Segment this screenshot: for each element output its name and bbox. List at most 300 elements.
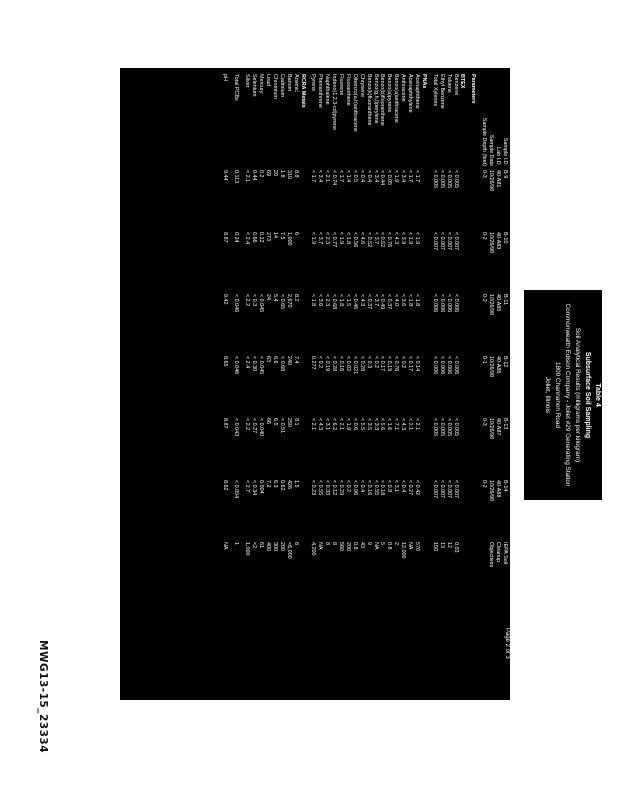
result-value: < 0.4 (358, 170, 365, 183)
section-heading: RCRA Metals (299, 74, 306, 108)
header-cell: 0-2 (481, 232, 488, 240)
result-value: 1.5 (292, 480, 299, 488)
table-row (344, 72, 351, 588)
table-row (271, 72, 278, 588)
result-value: < 0.005 (452, 170, 459, 189)
result-value: < 1.6 (386, 418, 393, 431)
row-spacer (306, 72, 310, 588)
row-spacer-cell (465, 72, 469, 588)
header-cell: 0-2 (481, 294, 488, 302)
result-value: < 0.006 (452, 294, 459, 313)
section-heading-row (299, 72, 306, 588)
result-value: < 0.021 (351, 356, 358, 375)
cleanup-objective: 8 (292, 542, 299, 545)
cleanup-objective: NA (317, 542, 324, 550)
result-value: < 2.1 (414, 418, 421, 431)
result-value: < 3.6 (400, 294, 407, 307)
result-value: 9.44 (222, 170, 229, 181)
parameter-name: Toluene (445, 74, 452, 93)
result-value: < 0.8 (386, 480, 393, 493)
header-cell: 0-3 (481, 170, 488, 178)
section-heading: Parameters (470, 74, 477, 104)
cleanup-objective: 570 (414, 542, 421, 551)
result-value: < 0.68 (331, 294, 338, 310)
cleanup-objective: 150 (431, 542, 438, 551)
cleanup-objective: 1,000 (244, 542, 251, 556)
result-value: < 0.3 (251, 294, 258, 307)
result-value: < 4.3 (393, 232, 400, 245)
result-value: < 0.4 (365, 170, 372, 183)
result-value: < 1.9 (407, 232, 414, 245)
result-value: < 0.005 (445, 418, 452, 437)
result-value: < 0.040 (258, 418, 265, 437)
table-row (310, 72, 317, 588)
result-value: < 1.9 (344, 418, 351, 431)
header-cell: B-14 (502, 480, 508, 492)
result-value: < 0.5 (351, 170, 358, 183)
cleanup-objective: 0.03 (452, 542, 459, 553)
result-value: < 1.9 (414, 232, 421, 245)
result-value: 0.2 (258, 170, 265, 178)
parameter-name: Lead (265, 74, 271, 86)
result-value: < 0.4 (358, 480, 365, 493)
result-value: < 0.007 (452, 480, 459, 499)
result-value: < 2.2 (244, 418, 251, 431)
result-value: < 0.37 (386, 294, 393, 310)
result-value: < 1.7 (407, 170, 414, 183)
result-value: < 0.006 (452, 356, 459, 375)
result-value: < 0.76 (386, 232, 393, 248)
header-cell: B-9 (502, 170, 508, 179)
header-cell: 40-A85 (495, 294, 502, 312)
result-value: < 3.7 (372, 294, 379, 307)
parameter-name: Total Xylenes (431, 74, 438, 107)
document-stamp (36, 640, 50, 754)
header-cell-objective: Cleanup (495, 542, 502, 563)
header-row (494, 72, 501, 588)
cleanup-objective: 2 (393, 542, 400, 545)
result-value: 8.87 (222, 418, 229, 429)
table-row (316, 72, 323, 588)
parameter-name: Mercury (258, 74, 265, 94)
header-label: Sample Date (488, 134, 495, 166)
result-value: < 0.006 (431, 294, 438, 313)
result-value: < 0.005 (445, 170, 452, 189)
result-value: < 1.8 (414, 294, 421, 307)
result-value: < 2.1 (324, 170, 331, 183)
header-cell: 40-A87 (495, 418, 502, 436)
result-value: 7.4 (292, 356, 299, 364)
result-value: < 0.045 (258, 294, 265, 313)
result-value: < 3.5 (365, 418, 372, 431)
result-value: 20 (271, 170, 278, 176)
result-value: < 0.30 (251, 356, 258, 372)
table-row (452, 72, 459, 588)
parameter-name: Dibenzo(a,h)anthracene (351, 74, 358, 132)
result-value: < 0.52 (365, 232, 372, 248)
cleanup-objective: 1 (233, 542, 240, 545)
cleanup-objective: <2 (251, 542, 258, 549)
result-value: < 0.046 (233, 356, 240, 375)
result-value: < 0.007 (452, 232, 459, 251)
result-value: < 0.42 (414, 480, 421, 496)
result-value: 0.12 (258, 232, 265, 243)
result-value: < 0.55 (317, 480, 324, 496)
cleanup-objective: 200 (344, 542, 351, 551)
table-row (438, 72, 445, 588)
table-row (257, 72, 264, 588)
result-value: < 0.14 (414, 356, 421, 372)
result-value: < 0.77 (331, 232, 338, 248)
cleanup-objective: 12,000 (400, 542, 407, 559)
table-row (232, 72, 239, 588)
result-value: < 0.18 (379, 480, 386, 496)
result-value: 0.66 (251, 232, 258, 243)
result-value: < 0.33 (324, 480, 331, 496)
cleanup-objective: 0.8 (386, 542, 393, 550)
parameter-name: Naphthalene (324, 74, 331, 105)
result-value: < 0.17 (407, 356, 414, 372)
result-value: < 3.4 (317, 170, 324, 183)
result-value: < 0.005 (431, 170, 438, 189)
result-value: 2,670 (285, 294, 292, 308)
results-table-sheet (120, 68, 510, 700)
result-value: < 0.6 (351, 418, 358, 431)
result-value: < 0.44 (379, 170, 386, 186)
parameter-name: Benzo(a)anthracene (393, 74, 400, 123)
result-value: < 4.3 (358, 294, 365, 307)
result-value: 69 (265, 170, 271, 176)
table-row (399, 72, 406, 588)
result-value: 8.2 (292, 294, 299, 302)
parameter-name: Benzo(g,h,i)perylene (372, 74, 379, 124)
result-value: < 0.043 (233, 418, 240, 437)
header-label: Sample Depth (feet) (481, 117, 488, 166)
result-value: < 6.2 (331, 418, 338, 431)
document-stamp-text: MWG13-15_23334 (37, 640, 49, 754)
result-value: 0.44 (251, 170, 258, 181)
result-value: < 0.29 (338, 480, 345, 496)
result-value: < 0.76 (393, 356, 400, 372)
result-value: < 0.74 (331, 170, 338, 186)
parameter-name: Chrysene (358, 74, 365, 98)
result-value: < 1.9 (310, 232, 317, 245)
table-row (392, 72, 399, 588)
result-value: < 0.007 (445, 232, 452, 251)
result-value: 8.87 (222, 232, 229, 243)
result-value: < 0.045 (258, 356, 265, 375)
cleanup-objective: 560 (338, 542, 345, 551)
row-spacer (465, 72, 469, 588)
result-value: < 0.68 (278, 356, 285, 372)
result-value: 1,000 (285, 232, 292, 246)
result-value: < 0.19 (386, 356, 393, 372)
result-value: 7.5 (278, 232, 285, 240)
result-value: < 2.3 (324, 294, 331, 307)
row-spacer (239, 72, 243, 588)
cleanup-objective: 43 (358, 542, 365, 548)
result-value: < 3.3 (372, 418, 379, 431)
header-cell: 10/26/98 (488, 294, 495, 315)
row-spacer-cell (306, 72, 310, 588)
table-row (406, 72, 413, 588)
result-value: < 0.006 (438, 294, 445, 313)
result-value: < 0.16 (365, 480, 372, 496)
result-value: < 0.28 (331, 356, 338, 372)
result-value: 8.65 (222, 356, 229, 367)
result-value: 6 (292, 232, 299, 235)
cleanup-objective: NA (222, 542, 229, 550)
table-row (264, 72, 271, 588)
table-row (365, 72, 372, 588)
title-line: 1800 Channahon Road (554, 361, 561, 429)
result-value: < 0.007 (431, 480, 438, 499)
result-value: < 0.2 (344, 480, 351, 493)
section-heading-row (469, 72, 476, 588)
row-spacer (228, 72, 232, 588)
result-value: 6.3 (271, 480, 278, 488)
header-label: Sample I.D. (502, 137, 508, 166)
header-cell: 0-3 (481, 418, 488, 426)
header-cell: 0-1 (481, 356, 488, 364)
result-value: < 1.7 (338, 170, 345, 183)
result-value: 0.24 (233, 232, 240, 243)
cleanup-objective: 61 (258, 542, 265, 548)
table-row (250, 72, 257, 588)
result-value: < 5.5 (358, 418, 365, 431)
header-cell: B-12 (502, 356, 508, 368)
result-value: < 0.12 (331, 480, 338, 496)
table-row (278, 72, 285, 588)
table-row (292, 72, 299, 588)
result-value: < 0.46 (351, 294, 358, 310)
header-cell: B-10 (502, 232, 508, 244)
cleanup-objective: NA (372, 542, 379, 550)
result-value: < 3.7 (317, 232, 324, 245)
result-value: < 0.007 (431, 232, 438, 251)
cleanup-objective: 0.8 (351, 542, 358, 550)
result-value: < 0.34 (251, 480, 258, 496)
table-row (431, 72, 438, 588)
table-title-block (524, 290, 602, 500)
result-value: < 0.27 (251, 418, 258, 434)
result-value: < 0.56 (351, 232, 358, 248)
result-value: < 1.8 (338, 294, 345, 307)
result-value: < 0.4 (400, 480, 407, 493)
header-cell-objective: IEPA Soil (502, 542, 508, 565)
result-value: 8.62 (222, 480, 229, 491)
cleanup-objective: NA (407, 542, 414, 550)
result-value: 66 (265, 418, 271, 424)
header-cell: 10/26/98 (488, 170, 495, 191)
result-value: < 2.1 (310, 418, 317, 431)
header-cell: 40-A83 (495, 232, 502, 250)
result-value: 0.113 (233, 170, 240, 184)
table-row (351, 72, 358, 588)
table-row (330, 72, 337, 588)
result-value: < 3.9 (400, 232, 407, 245)
result-value: 6.6 (271, 356, 278, 364)
result-value: 240 (285, 356, 292, 365)
table-row (372, 72, 379, 588)
result-value: < 0.49 (379, 294, 386, 310)
row-spacer-cell (228, 72, 232, 588)
result-value: < 0.27 (407, 480, 414, 496)
result-value: < 0.05 (386, 170, 393, 186)
result-value: < 2.1 (338, 418, 345, 431)
result-value: < 0.046 (233, 294, 240, 313)
result-value: < 0.006 (445, 294, 452, 313)
result-value: 0.277 (310, 356, 317, 370)
table-title-rotated (524, 290, 602, 500)
result-value: < 5.6 (379, 418, 386, 431)
parameter-name: Benzene (452, 74, 459, 96)
result-value: < 0.006 (431, 356, 438, 375)
result-value: < 0.005 (438, 170, 445, 189)
result-value: 1.8 (278, 170, 285, 178)
parameter-name: Barium (285, 74, 292, 92)
title-line: Table 4 (594, 383, 601, 407)
table-row (386, 72, 393, 588)
header-cell: B-13 (502, 418, 508, 430)
table-row (358, 72, 365, 588)
result-value: 0.62 (278, 480, 285, 491)
result-value: < 4.6 (358, 232, 365, 245)
result-value: < 0.52 (379, 232, 386, 248)
result-value: < 2.1 (407, 418, 414, 431)
result-value: < 0.3 (365, 356, 372, 369)
title-line: Joliet, Illinois (544, 376, 551, 414)
cleanup-objective: 200 (278, 542, 285, 551)
result-value: 5.4 (271, 294, 278, 302)
parameter-name: Benzo(b)fluoranthene (379, 74, 386, 126)
result-value: < 0.2 (400, 356, 407, 369)
result-value: < 0.007 (438, 480, 445, 499)
section-heading-row (459, 72, 466, 588)
result-value: < 2.1 (244, 170, 251, 183)
results-table (222, 72, 508, 588)
result-value: < 0.55 (372, 480, 379, 496)
result-value: < 0.51 (278, 418, 285, 434)
result-value: 310 (285, 170, 292, 179)
header-cell: 40-A88 (495, 480, 502, 498)
row-spacer-cell (427, 72, 431, 588)
result-value: < 0.006 (438, 356, 445, 375)
result-value: < 3.1 (324, 418, 331, 431)
result-value: < 1.9 (393, 170, 400, 183)
result-value: < 1.8 (407, 294, 414, 307)
result-value: 9.42 (222, 294, 229, 305)
title-line: Commonwealth Edison Company - Joliet #29 Generating Station (564, 303, 571, 487)
result-value: < 1.8 (344, 232, 351, 245)
parameter-name: Phenanthrene (317, 74, 324, 108)
header-cell-objective: Objectives (488, 542, 495, 568)
result-value: 8.8 (292, 170, 299, 178)
cleanup-objective: 8 (324, 542, 331, 545)
header-cell-objective (480, 540, 487, 588)
table-row (243, 72, 250, 588)
cleanup-objective: <6,000 (285, 542, 292, 559)
parameter-name: Pyrene (310, 74, 317, 92)
table-row (413, 72, 420, 588)
result-value: 250 (285, 418, 292, 427)
result-value: < 0.28 (358, 356, 365, 372)
result-value: < 0.007 (445, 480, 452, 499)
result-value: < 0.005 (452, 418, 459, 437)
result-value: < 2.4 (244, 356, 251, 369)
header-cell: 10/26/98 (488, 480, 495, 501)
result-value: < 2.4 (244, 232, 251, 245)
results-table-rotated (120, 68, 510, 700)
header-row (480, 72, 487, 588)
result-value: < 0.17 (379, 356, 386, 372)
header-cell: 10/26/98 (488, 232, 495, 253)
table-row (222, 72, 229, 588)
result-value: < 1.5 (344, 294, 351, 307)
header-cell: 10/26/98 (488, 418, 495, 439)
header-row (487, 72, 494, 588)
result-value: < 3.7 (372, 232, 379, 245)
parameter-name: Cadmium (278, 74, 285, 98)
result-value: < 3.6 (317, 294, 324, 307)
result-value: < 3.4 (372, 170, 379, 183)
result-value: < 0.02 (344, 356, 351, 372)
result-value: < 1.4 (344, 170, 351, 183)
cleanup-objective: 8 (331, 542, 338, 545)
result-value: 7.2 (265, 480, 271, 488)
cleanup-objective: 300 (271, 542, 278, 551)
result-value: 6.5 (271, 418, 278, 426)
result-value: < 4.3 (317, 418, 324, 431)
result-value: 63 (265, 356, 271, 362)
result-value: < 0.19 (324, 356, 331, 372)
result-value: < 0.65 (278, 294, 285, 310)
result-value: 273 (265, 232, 271, 241)
section-heading: BTEX (459, 74, 466, 89)
parameter-name: Benzo(a)pyrene (386, 74, 393, 113)
result-value: 426 (285, 480, 292, 489)
parameter-name: Anthracene (400, 74, 407, 102)
parameter-name: Arsenic (292, 74, 299, 92)
cleanup-objective: 4,200 (310, 542, 317, 556)
result-value: < 0.005 (438, 418, 445, 437)
row-spacer-cell (239, 72, 243, 588)
header-cell: 10/26/98 (488, 356, 495, 377)
result-value: < 1.7 (310, 170, 317, 183)
result-value: < 2.7 (244, 480, 251, 493)
result-value: < 0.005 (431, 418, 438, 437)
result-value: < 3.1 (393, 480, 400, 493)
result-value: < 0.007 (438, 232, 445, 251)
parameter-name: Selenium (251, 74, 258, 97)
header-cell: B-11 (502, 294, 508, 305)
result-value: < 0.054 (233, 480, 240, 499)
parameter-name: Indeno(1,2,3-cd)pyrene (331, 74, 338, 131)
cleanup-objective: 9 (365, 542, 372, 545)
result-value: < 0.37 (365, 294, 372, 310)
cleanup-objective: 12 (445, 542, 452, 548)
result-value: < 0.06 (351, 480, 358, 496)
result-value: 14 (271, 232, 278, 238)
table-row (445, 72, 452, 588)
parameter-name: Total PCBs (233, 74, 240, 101)
header-row (501, 72, 508, 588)
parameter-name: Fluoranthene (344, 74, 351, 106)
title-line: Soil Analytical Results (milligrams per kilogram) (574, 327, 581, 463)
parameter-name: Ethyl Benzene (438, 74, 445, 109)
title-line: Subsurface Soil Sampling (584, 351, 591, 439)
parameter-name: Fluorene (338, 74, 345, 96)
